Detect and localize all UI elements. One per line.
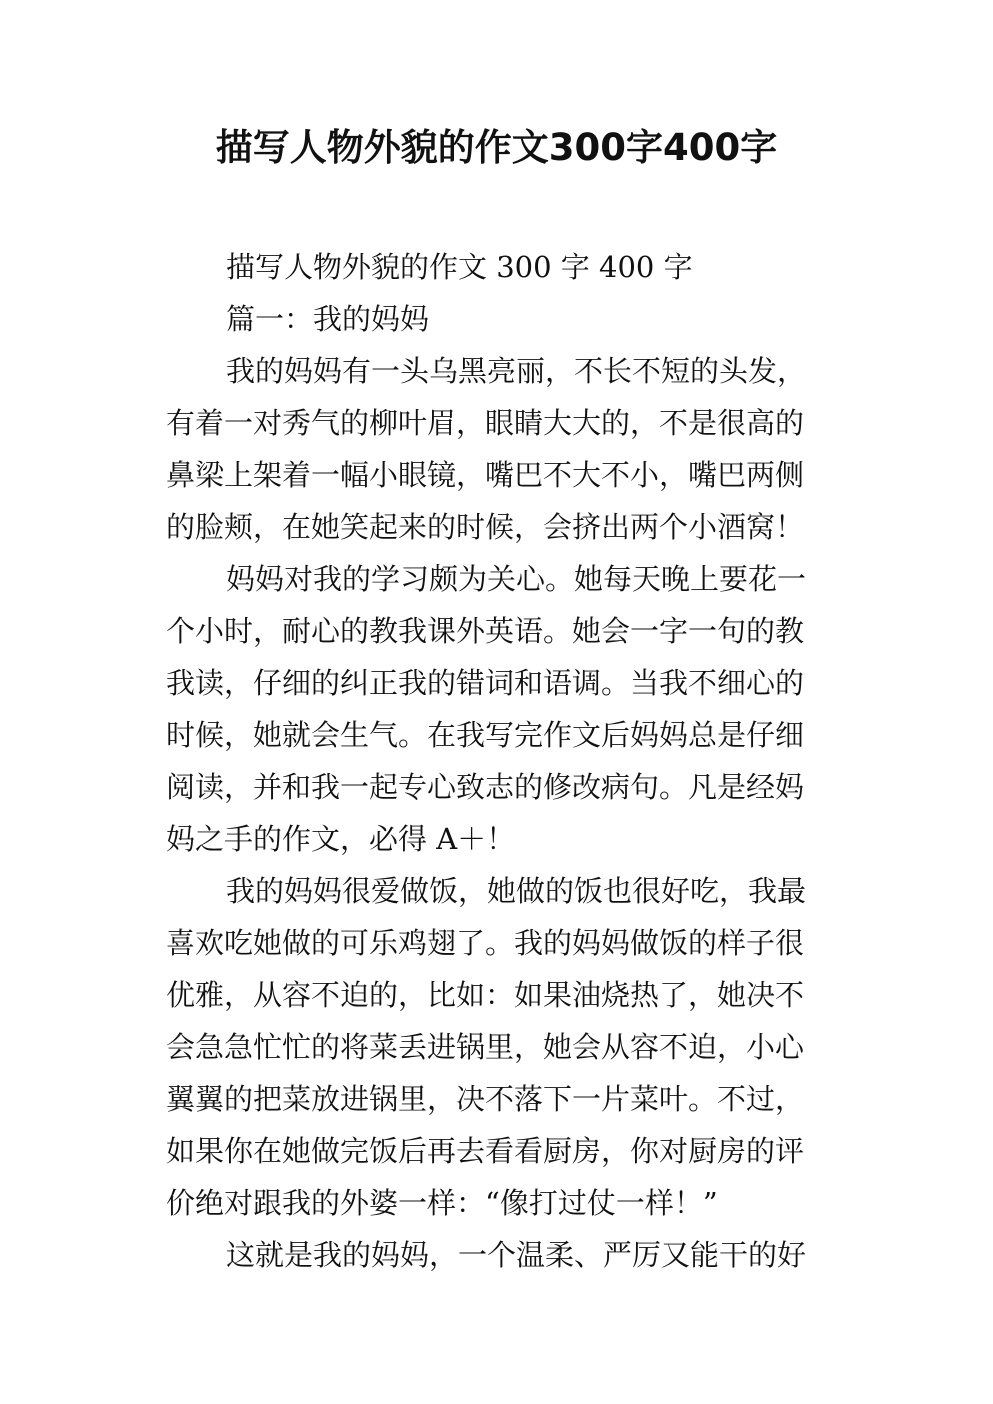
text-line: 价绝对跟我的外婆一样：“像打过仗一样！” (166, 1186, 718, 1220)
document-body (166, 241, 831, 1281)
text-line: 我的妈妈很爱做饭，她做的饭也很好吃，我最 (226, 874, 807, 908)
text-line: 优雅，从容不迫的，比如：如果油烧热了，她决不 (166, 978, 805, 1012)
text-line: 妈之手的作文，必得 A＋！ (166, 822, 516, 856)
text-line: 个小时，耐心的教我课外英语。她会一字一句的教 (166, 614, 805, 648)
text-line: 鼻梁上架着一幅小眼镜，嘴巴不大不小，嘴巴两侧 (166, 458, 805, 492)
text-line: 时候，她就会生气。在我写完作文后妈妈总是仔细 (166, 718, 805, 752)
text-line: 的脸颊，在她笑起来的时候，会挤出两个小酒窝！ (166, 510, 805, 544)
text-line: 篇一：我的妈妈 (226, 302, 430, 336)
text-line: 我的妈妈有一头乌黑亮丽，不长不短的头发， (226, 354, 807, 388)
text-line: 妈妈对我的学习颇为关心。她每天晚上要花一 (226, 562, 807, 596)
text-line: 阅读，并和我一起专心致志的修改病句。凡是经妈 (166, 770, 805, 804)
text-line: 有着一对秀气的柳叶眉，眼睛大大的，不是很高的 (166, 406, 805, 440)
text-line: 这就是我的妈妈，一个温柔、严厉又能干的好 (226, 1238, 807, 1272)
document-title: 描写人物外貌的作文300字400字 (215, 126, 778, 169)
text-line: 描写人物外貌的作文 300 字 400 字 (226, 250, 693, 284)
text-line: 会急急忙忙的将菜丢进锅里，她会从容不迫，小心 (166, 1030, 805, 1064)
text-line: 如果你在她做完饭后再去看看厨房，你对厨房的评 (166, 1134, 805, 1168)
text-line: 喜欢吃她做的可乐鸡翅了。我的妈妈做饭的样子很 (166, 926, 805, 960)
text-line: 我读，仔细的纠正我的错词和语调。当我不细心的 (166, 666, 805, 700)
text-line: 翼翼的把菜放进锅里，决不落下一片菜叶。不过， (166, 1082, 805, 1116)
